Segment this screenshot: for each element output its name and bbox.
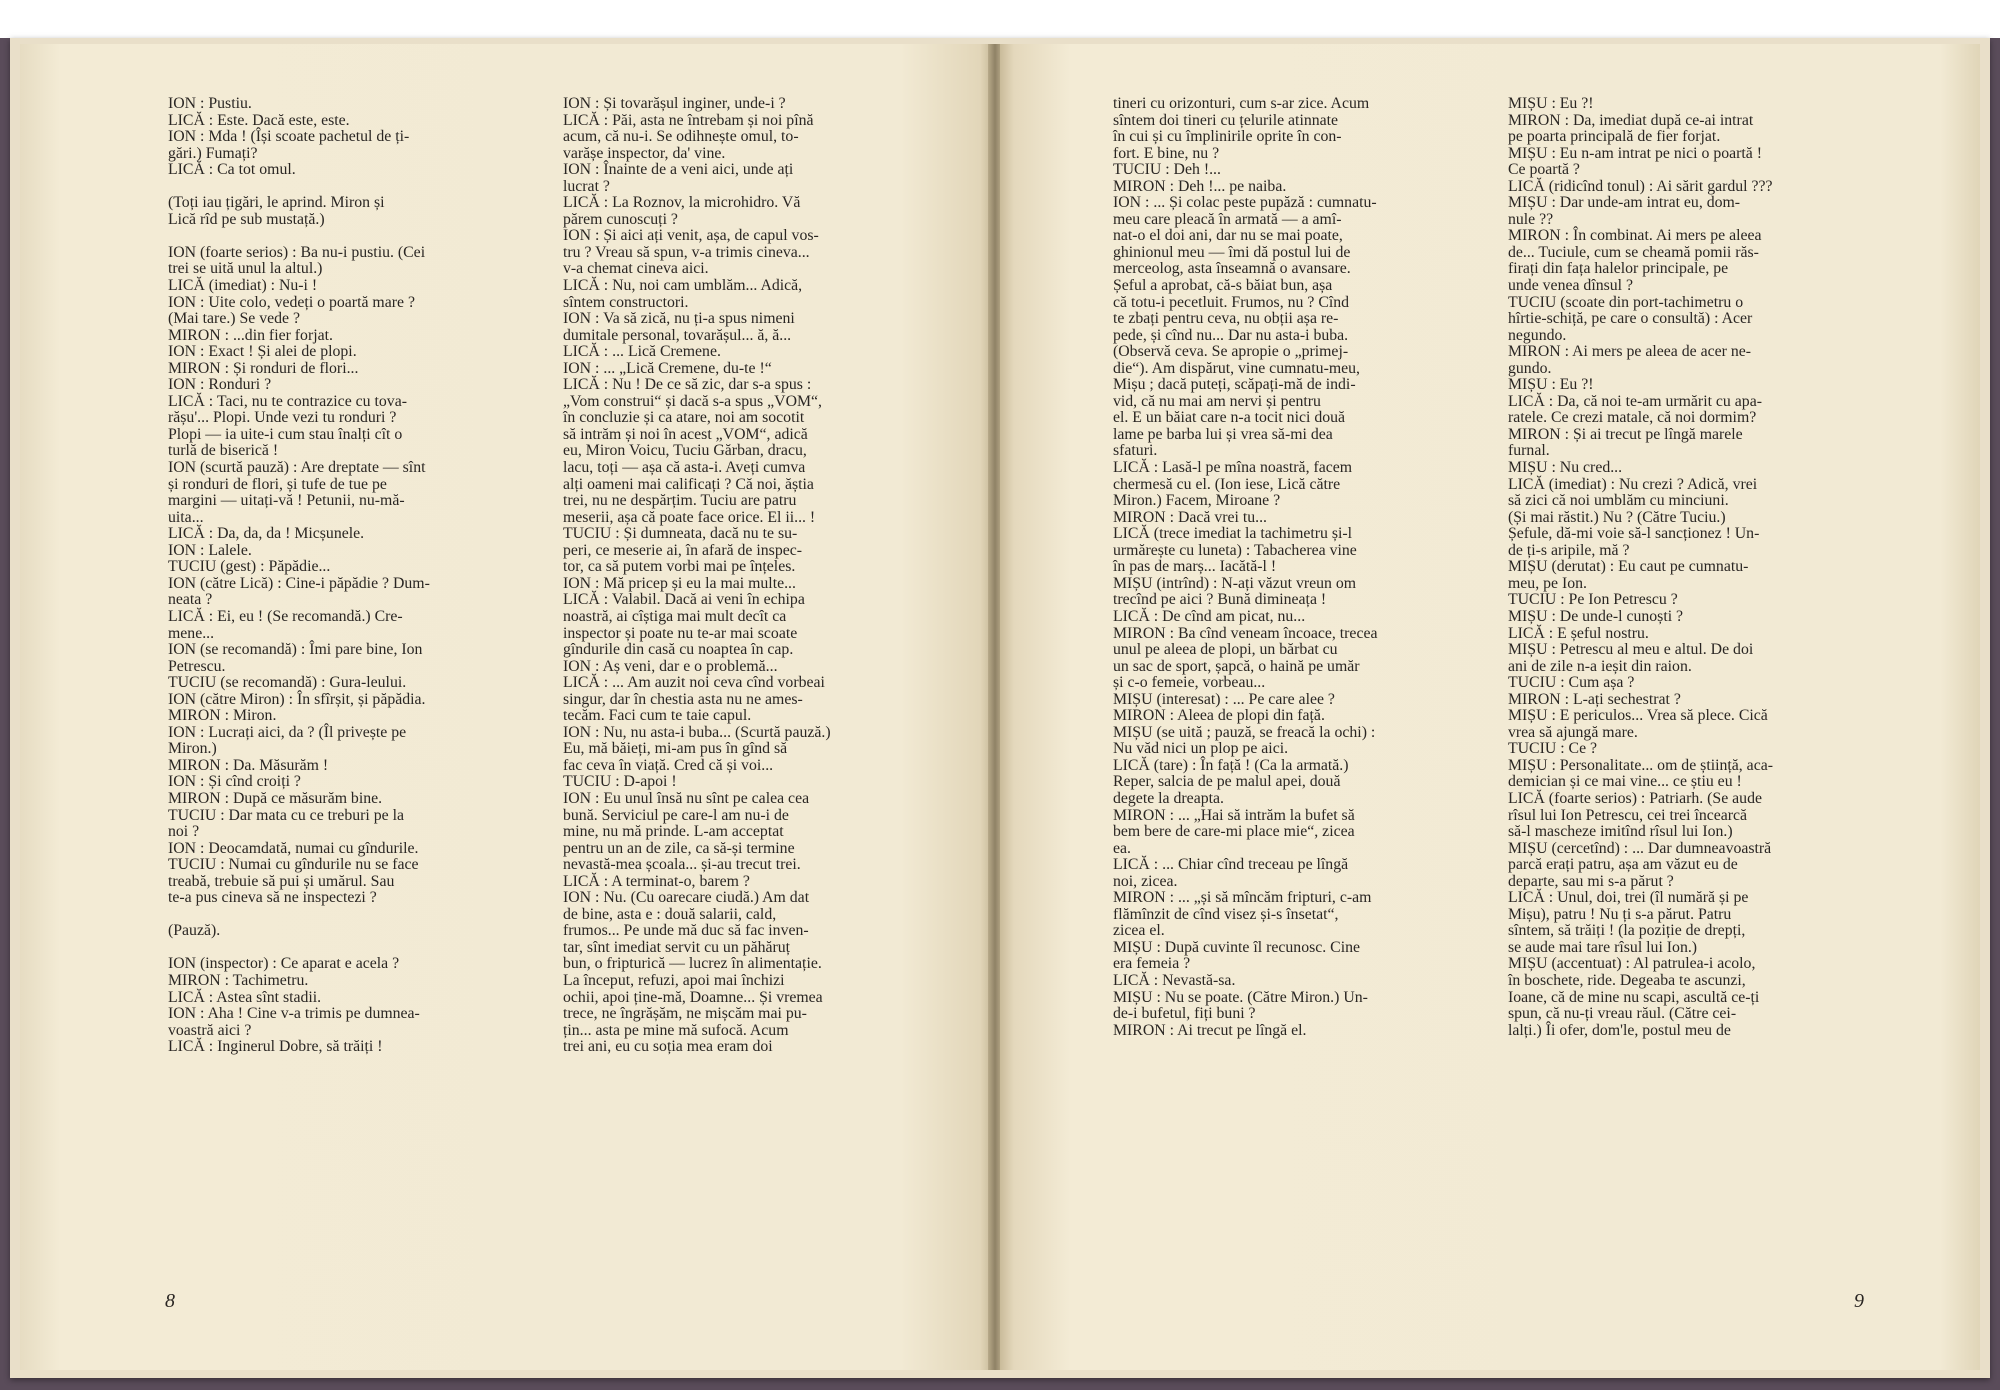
text-line: MIRON : Deh !... pe naiba. (1113, 177, 1287, 195)
text-line: noi, zicea. (1113, 872, 1178, 890)
text-line: degete la dreapta. (1113, 789, 1224, 807)
text-line: bem bere de care-mi place mie“, zicea (1113, 823, 1355, 841)
text-line: chermesă cu el. (Ion iese, Lică către (1113, 475, 1341, 493)
text-line: ION : Nu, nu asta-i buba... (Scurtă pauză.) (563, 723, 831, 741)
text-line: ION (către Miron) : În sfîrșit, și păpădia. (168, 690, 426, 708)
text-line: singur, dar în chestia asta nu ne ames- (563, 690, 803, 708)
text-line: TUCIU : Ce ? (1508, 740, 1598, 758)
text-line: TUCIU (se recomandă) : Gura-leului. (168, 674, 407, 692)
text-line: LICĂ : A terminat-o, barem ? (563, 872, 750, 890)
text-line: MIRON : Dacă vrei tu... (1113, 508, 1267, 526)
text-line: fort. E bine, nu ? (1113, 144, 1220, 162)
text-line: ION : Uite colo, vedeți o poartă mare ? (168, 293, 415, 311)
text-line: ION : Exact ! Și alei de plopi. (168, 343, 357, 361)
text-line: Plopi — ia uite-i cum stau înalți cît o (168, 425, 403, 443)
text-line: MIRON : L-ați sechestrat ? (1508, 690, 1681, 708)
text-line: tineri cu orizonturi, cum s-ar zice. Acum (1113, 95, 1370, 112)
text-line: ION : Și aici ați venit, așa, de capul vos- (563, 227, 819, 245)
text-line: era femeia ? (1113, 955, 1191, 973)
text-line: să-l mascheze imitînd rîsul lui Ion.) (1508, 823, 1733, 841)
text-column-1 (168, 96, 500, 1056)
text-line: nule ?? (1508, 210, 1554, 228)
text-line: Șeful a aprobat, că-s băiat bun, așa (1113, 277, 1333, 295)
text-line: rășu'... Plopi. Unde vezi tu ronduri ? (168, 409, 397, 427)
text-line: furnal. (1508, 442, 1550, 460)
text-line: lalți.) Îi ofer, dom'le, postul meu de (1508, 1021, 1731, 1039)
text-line: nevastă-mea școala... și-au trecut trei. (563, 856, 801, 874)
text-line: meu, pe Ion. (1508, 574, 1587, 592)
text-line: LICĂ : ... Am auzit noi ceva cînd vorbeai (563, 674, 825, 692)
text-line: ION : Lucrați aici, da ? (Îl privește pe (168, 723, 407, 741)
text-line: tecăm. Faci cum te taie capul. (563, 707, 752, 725)
text-line: LICĂ (foarte serios) : Patriarh. (Se aude (1508, 789, 1762, 807)
text-line: și ronduri de flori, și tufe de tue pe (168, 475, 387, 493)
text-line: MIȘU (derutat) : Eu caut pe cumnatu- (1508, 558, 1749, 576)
text-line: nat-o el doi ani, dar nu se mai poate, (1113, 227, 1343, 245)
text-line: treabă, trebuie să pui și umărul. Sau (168, 872, 395, 890)
text-line: trece, ne îngrășăm, ne mișcăm mai pu- (563, 1005, 807, 1023)
text-line: MIȘU : De unde-l cunoști ? (1508, 607, 1684, 625)
text-line: lucrat ? (563, 177, 610, 195)
text-line: demician și ce mai vine... ce știu eu ! (1508, 773, 1742, 791)
text-line: spun, că nu-ți vreau răul. (Către cei- (1508, 1005, 1737, 1023)
text-line: tru ? Vreau să spun, v-a trimis cineva... (563, 243, 810, 261)
text-line: MIȘU : Nu cred... (1508, 459, 1623, 477)
text-line: ION (către Lică) : Cine-i păpădie ? Dum- (168, 574, 430, 592)
text-line: LICĂ : Nu, noi cam umblăm... Adică, (563, 277, 803, 295)
text-line: negundo. (1508, 326, 1567, 344)
text-line: vid, că nu mai am nervi și pentru (1113, 392, 1321, 410)
text-line: noi ? (168, 823, 200, 841)
text-line: LICĂ (imediat) : Nu crezi ? Adică, vrei (1508, 475, 1758, 493)
text-line: sfaturi. (1113, 442, 1158, 460)
text-line: în concluzie și ca atare, noi am socotit (563, 409, 805, 427)
text-line: Mișu), patru ! Nu ți s-a părut. Patru (1508, 905, 1732, 923)
text-line: ratele. Ce crezi matale, că noi dormim? (1508, 409, 1757, 427)
text-line: MIȘU : Dar unde-am intrat eu, dom- (1508, 194, 1741, 212)
text-line: sîntem doi tineri cu țelurile atinnate (1113, 111, 1339, 129)
text-line: Miron.) Facem, Miroane ? (1113, 492, 1281, 510)
text-line: TUCIU : Pe Ion Petrescu ? (1508, 591, 1678, 609)
text-line: ION : Și cînd croiți ? (168, 773, 301, 791)
text-line: pede, și cînd nu... Dar nu asta-i buba. (1113, 326, 1349, 344)
text-line: tor, ca să putem vorbi mai pe înțeles. (563, 558, 796, 576)
background-top (0, 0, 2000, 38)
text-line: LICĂ : ... Lică Cremene. (563, 343, 721, 361)
text-line: noastră, ai cîștiga mai mult decît ca (563, 607, 787, 625)
text-line: La început, refuzi, apoi mai închizi (563, 971, 785, 989)
text-line: MIRON : Tachimetru. (168, 971, 309, 989)
text-line: Miron.) (168, 740, 217, 758)
text-line: sîntem, să trăiți ! (la poziție de drepți, (1508, 922, 1746, 940)
text-line: MIRON : Ba cînd veneam încoace, trecea (1113, 624, 1378, 642)
text-line: ION : Mă pricep și eu la mai multe... (563, 574, 796, 592)
text-line: ION (foarte serios) : Ba nu-i pustiu. (Cei (168, 243, 426, 261)
text-line: ION : Lalele. (168, 541, 252, 559)
text-line: LICĂ : E șeful nostru. (1508, 624, 1649, 642)
text-line: die“). Am dispărut, vine cumnatu-meu, (1113, 359, 1360, 377)
text-line: eu, Miron Voicu, Tuciu Gărban, dracu, (563, 442, 807, 460)
text-line: LICĂ : Lasă-l pe mîna noastră, facem (1113, 459, 1353, 477)
text-line: hîrtie-schiță, pe care o consultă) : Acer (1508, 310, 1753, 328)
text-line: departe, sau mi s-a părut ? (1508, 872, 1674, 890)
text-line: (Observă ceva. Se apropie o „primej- (1113, 343, 1349, 361)
text-line: să zici că noi umblăm cu minciuni. (1508, 492, 1729, 510)
text-line: ION : Va să zică, nu ți-a spus nimeni (563, 310, 795, 328)
text-line: firați din fața halelor principale, pe (1508, 260, 1729, 278)
text-line: LICĂ : Valabil. Dacă ai veni în echipa (563, 591, 805, 609)
text-line: MIRON : Ai mers pe aleea de acer ne- (1508, 343, 1751, 361)
text-line: de ți-s aripile, mă ? (1508, 541, 1630, 559)
page-number-left: 8 (165, 1290, 175, 1312)
text-line: neata ? (168, 591, 213, 609)
text-line: lame pe barba lui și vrea să-mi dea (1113, 425, 1333, 443)
page-number-right: 9 (1854, 1290, 1864, 1312)
text-line: LICĂ : Inginerul Dobre, să trăiți ! (168, 1038, 383, 1056)
text-line: ION : Pustiu. (168, 95, 252, 112)
text-line: de... Tuciule, cum se cheamă pomii răs- (1508, 243, 1759, 261)
text-line: LICĂ : Da, da, da ! Micșunele. (168, 525, 365, 543)
text-line: lacu, toți — așa că asta-i. Aveți cumva (563, 459, 806, 477)
text-line: merceolog, asta înseamnă o avansare. (1113, 260, 1351, 278)
text-line: acum, că nu-i. Se odihnește omul, to- (563, 128, 799, 146)
text-line: TUCIU : Cum așa ? (1508, 674, 1635, 692)
text-line: MIȘU (se uită ; pauză, se freacă la ochi) : (1113, 723, 1376, 741)
text-line: și c-o femeie, vorbeau... (1113, 674, 1266, 692)
text-line: TUCIU (gest) : Păpădie... (168, 558, 331, 576)
text-line: LICĂ : Taci, nu te contrazice cu tova- (168, 392, 407, 410)
text-line: să intrăm și noi în acest „VOM“, adică (563, 425, 808, 443)
text-line: MIRON : Miron. (168, 707, 277, 725)
text-line: (Toți iau țigări, le aprind. Miron și (168, 194, 385, 212)
text-line: ION : Aha ! Cine v-a trimis pe dumnea- (168, 1005, 420, 1023)
text-column-3 (1113, 96, 1445, 1039)
text-line: părem cunoscuți ? (563, 210, 678, 228)
text-line: trei ani, eu cu soția mea eram doi (563, 1038, 773, 1056)
text-line: ION : Mda ! (Își scoate pachetul de ți- (168, 128, 410, 146)
text-line: se aude mai tare rîsul lui Ion.) (1508, 938, 1698, 956)
text-line: flămînzit de cînd visez și-s însetat“, (1113, 905, 1339, 923)
text-line: tar, sînt imediat servit cu un păhăruț (563, 938, 791, 956)
text-line: LICĂ : La Roznov, la microhidro. Vă (563, 194, 801, 212)
text-line: MIRON : ... „Hai să intrăm la bufet să (1113, 806, 1355, 824)
text-line: MIȘU : E periculos... Vrea să plece. Cică (1508, 707, 1768, 725)
text-line: Petrescu. (168, 657, 226, 675)
text-line: meu care pleacă în armată — a amî- (1113, 210, 1342, 228)
text-line: MIRON : Da. Măsurăm ! (168, 756, 329, 774)
text-line: voastră aici ? (168, 1021, 252, 1039)
text-line: trei, nu ne despărțim. Tuciu are patru (563, 492, 797, 510)
text-line: LICĂ : Ca tot omul. (168, 161, 296, 179)
text-line: LICĂ : Astea sînt stadii. (168, 988, 322, 1006)
text-line: LICĂ (tare) : În față ! (Ca la armată.) (1113, 756, 1349, 774)
text-line: TUCIU : Deh !... (1113, 161, 1221, 179)
text-line: gundo. (1508, 359, 1552, 377)
text-line: te zbați pentru ceva, nu obții așa re- (1113, 310, 1339, 328)
text-line: ION : Înainte de a veni aici, unde ați (563, 161, 794, 179)
text-line: MIRON : Și ronduri de flori... (168, 359, 359, 377)
text-line: parcă erați patru, așa am văzut eu de (1508, 856, 1738, 874)
text-line: inspector și poate nu te-ar mai scoate (563, 624, 798, 642)
text-column-4 (1508, 96, 1840, 1039)
text-line: unde venea dînsul ? (1508, 277, 1634, 295)
text-line: în boschete, ride. Degeaba te ascunzi, (1508, 971, 1746, 989)
text-line: TUCIU (scoate din port-tachimetru o (1508, 293, 1744, 311)
text-line: MIȘU : După cuvinte îl recunosc. Cine (1113, 938, 1360, 956)
text-line: ION : Și tovarășul inginer, unde-i ? (563, 95, 786, 112)
text-line: zicea el. (1113, 922, 1165, 940)
text-line: ochii, apoi ține-mă, Doamne... Și vremea (563, 988, 823, 1006)
text-line: MIȘU : Petrescu al meu e altul. De doi (1508, 641, 1754, 659)
text-line: LICĂ : Unul, doi, trei (îl numără și pe (1508, 889, 1749, 907)
text-line: LICĂ : Este. Dacă este, este. (168, 111, 350, 129)
text-line: LICĂ : Da, că noi te-am urmărit cu apa- (1508, 392, 1762, 410)
text-line: rîsul lui Ion Petrescu, cei trei încearcă (1508, 806, 1748, 824)
text-line: MIRON : Aleea de plopi din față. (1113, 707, 1325, 725)
text-line: LICĂ : Nevastă-sa. (1113, 971, 1236, 989)
text-line: ION : Deocamdată, numai cu gîndurile. (168, 839, 419, 857)
text-line: un sac de sport, șapcă, o haină pe umăr (1113, 657, 1360, 675)
text-line: ION : ... Și colac peste pupăză : cumnatu- (1113, 194, 1377, 212)
text-line: pentru un an de zile, ca să-și termine (563, 839, 795, 857)
text-line: MIȘU (interesat) : ... Pe care alee ? (1113, 690, 1335, 708)
text-line: de bine, asta e : două salarii, cald, (563, 905, 777, 923)
text-line: TUCIU : Și dumneata, dacă nu te su- (563, 525, 798, 543)
text-line: pe poarta principală de fier forjat. (1508, 128, 1721, 146)
text-line: Reper, salcia de pe malul apei, două (1113, 773, 1341, 791)
text-line: bună. Serviciul pe care-l am nu-i de (563, 806, 789, 824)
text-line: LICĂ (ridicînd tonul) : Ai sărit gardul ??? (1508, 177, 1773, 195)
text-line: gîndurile din casă cu noaptea în cap. (563, 641, 794, 659)
text-line: ION (inspector) : Ce aparat e acela ? (168, 955, 400, 973)
text-line: MIRON : Și ai trecut pe lîngă marele (1508, 425, 1743, 443)
text-line: frumos... Pe unde mă duc să fac inven- (563, 922, 809, 940)
text-line: Nu văd nici un plop pe aici. (1113, 740, 1289, 758)
text-line: Ioane, că de mine nu scapi, ascultă ce-ți (1508, 988, 1760, 1006)
text-line: sîntem constructori. (563, 293, 689, 311)
text-line: TUCIU : D-apoi ! (563, 773, 677, 791)
text-line: dumitale personal, tovarășul... ă, ă... (563, 326, 792, 344)
text-line: ION (se recomandă) : Îmi pare bine, Ion (168, 641, 423, 659)
text-line: ION : Ronduri ? (168, 376, 272, 394)
text-line: LICĂ (trece imediat la tachimetru și-l (1113, 525, 1353, 543)
text-line: gări.) Fumați? (168, 144, 258, 162)
text-line (168, 228, 500, 245)
text-line: Eu, mă băieți, mi-am pus în gînd să (563, 740, 788, 758)
text-line: ION (scurtă pauză) : Are dreptate — sînt (168, 459, 426, 477)
text-line: țin... asta pe mine mă sufocă. Acum (563, 1021, 789, 1039)
text-line: MIRON : Ai trecut pe lîngă el. (1113, 1021, 1307, 1039)
text-column-2 (563, 96, 895, 1056)
text-line: ION : ... „Lică Cremene, du-te !“ (563, 359, 772, 377)
text-line: MIRON : ...din fier forjat. (168, 326, 333, 344)
text-line: v-a chemat cineva aici. (563, 260, 709, 278)
text-line: mine, nu mă prinde. L-am acceptat (563, 823, 784, 841)
text-line: LICĂ : Nu ! De ce să zic, dar s-a spus : (563, 376, 812, 394)
text-line: MIRON : În combinat. Ai mers pe aleea (1508, 227, 1762, 245)
text-line: Șefule, dă-mi voie să-l sancționez ! Un- (1508, 525, 1760, 543)
text-line: mene... (168, 624, 215, 642)
text-line: (Și mai răstit.) Nu ? (Către Tuciu.) (1508, 508, 1726, 526)
text-line: LICĂ : De cînd am picat, nu... (1113, 607, 1306, 625)
text-line: Ce poartă ? (1508, 161, 1580, 179)
text-line: uita... (168, 508, 204, 526)
text-line: Mișu ; dacă puteți, scăpați-mă de indi- (1113, 376, 1356, 394)
text-line: MIȘU (accentuat) : Al patrulea-i acolo, (1508, 955, 1756, 973)
text-line: margini — uitați-vă ! Petunii, nu-mă- (168, 492, 405, 510)
text-line: urmărește cu luneta) : Tabacherea vine (1113, 541, 1357, 559)
text-line: vrea să ajungă mare. (1508, 723, 1638, 741)
text-line: că totu-i pecetluit. Frumos, nu ? Cînd (1113, 293, 1350, 311)
text-line: TUCIU : Dar mata cu ce treburi pe la (168, 806, 404, 824)
text-line: LICĂ : Ei, eu ! (Se recomandă.) Cre- (168, 607, 403, 625)
text-line: bun, o fripturică — lucrez în alimentație. (563, 955, 822, 973)
text-line: MIȘU : Nu se poate. (Către Miron.) Un- (1113, 988, 1368, 1006)
text-line: LICĂ : ... Chiar cînd treceau pe lîngă (1113, 856, 1349, 874)
text-line: în pas de marș... Iacătă-l ! (1113, 558, 1277, 576)
text-line: „Vom construi“ și dacă s-a spus „VOM“, (563, 392, 822, 410)
text-line: ghinionul meu — îmi dă postul lui de (1113, 243, 1351, 261)
text-line: MIȘU : Personalitate... om de știință, aca- (1508, 756, 1773, 774)
text-line: ea. (1113, 839, 1131, 857)
text-line (168, 907, 500, 924)
text-line: (Pauză). (168, 922, 221, 940)
text-line: LICĂ : Păi, asta ne întrebam și noi pînă (563, 111, 814, 129)
text-line: unul pe aleea de plopi, un bărbat cu (1113, 641, 1338, 659)
text-line: peri, ce meserie ai, în afară de inspec- (563, 541, 803, 559)
text-line: LICĂ (imediat) : Nu-i ! (168, 277, 318, 295)
text-line: MIȘU : Eu ?! (1508, 376, 1594, 394)
text-line: MIRON : Da, imediat după ce-ai intrat (1508, 111, 1754, 129)
text-line: fac ceva în viață. Cred că și voi... (563, 756, 774, 774)
text-line: Lică rîd pe sub mustață.) (168, 210, 325, 228)
text-line: trecînd pe aici ? Bună dimineața ! (1113, 591, 1327, 609)
text-line: el. E un băiat care n-a tocit nici două (1113, 409, 1346, 427)
text-line: MIRON : După ce măsurăm bine. (168, 789, 383, 807)
text-line (168, 179, 500, 196)
text-line: MIȘU (cercetînd) : ... Dar dumneavoastră (1508, 839, 1772, 857)
text-line: ani de zile n-a ieșit din raion. (1508, 657, 1692, 675)
text-line: MIRON : ... „și să mîncăm fripturi, c-am (1113, 889, 1372, 907)
text-line: ION : Aș veni, dar e o problemă... (563, 657, 778, 675)
text-line: ION : Eu unul însă nu sînt pe calea cea (563, 789, 810, 807)
text-line: de-i bufetul, fiți buni ? (1113, 1005, 1256, 1023)
text-line: varășe inspector, da' vine. (563, 144, 726, 162)
text-line: trei se uită unul la altul.) (168, 260, 323, 278)
text-line: MIȘU : Eu ?! (1508, 95, 1594, 112)
text-line: te-a pus cineva să ne inspectezi ? (168, 889, 377, 907)
text-line: TUCIU : Numai cu gîndurile nu se face (168, 856, 419, 874)
text-line: ION : Nu. (Cu oarecare ciudă.) Am dat (563, 889, 810, 907)
text-line: (Mai tare.) Se vede ? (168, 310, 301, 328)
text-line: în cui și cu împlinirile oprite în con- (1113, 128, 1342, 146)
text-line: MIȘU : Eu n-am intrat pe nici o poartă ! (1508, 144, 1762, 162)
text-line: turlă de biserică ! (168, 442, 279, 460)
text-line (168, 940, 500, 957)
text-line: meserii, așa că poate face orice. El ii... ! (563, 508, 816, 526)
text-line: alți oameni mai calificați ? Că noi, ăștia (563, 475, 814, 493)
text-line: MIȘU (intrînd) : N-ați văzut vreun om (1113, 574, 1357, 592)
